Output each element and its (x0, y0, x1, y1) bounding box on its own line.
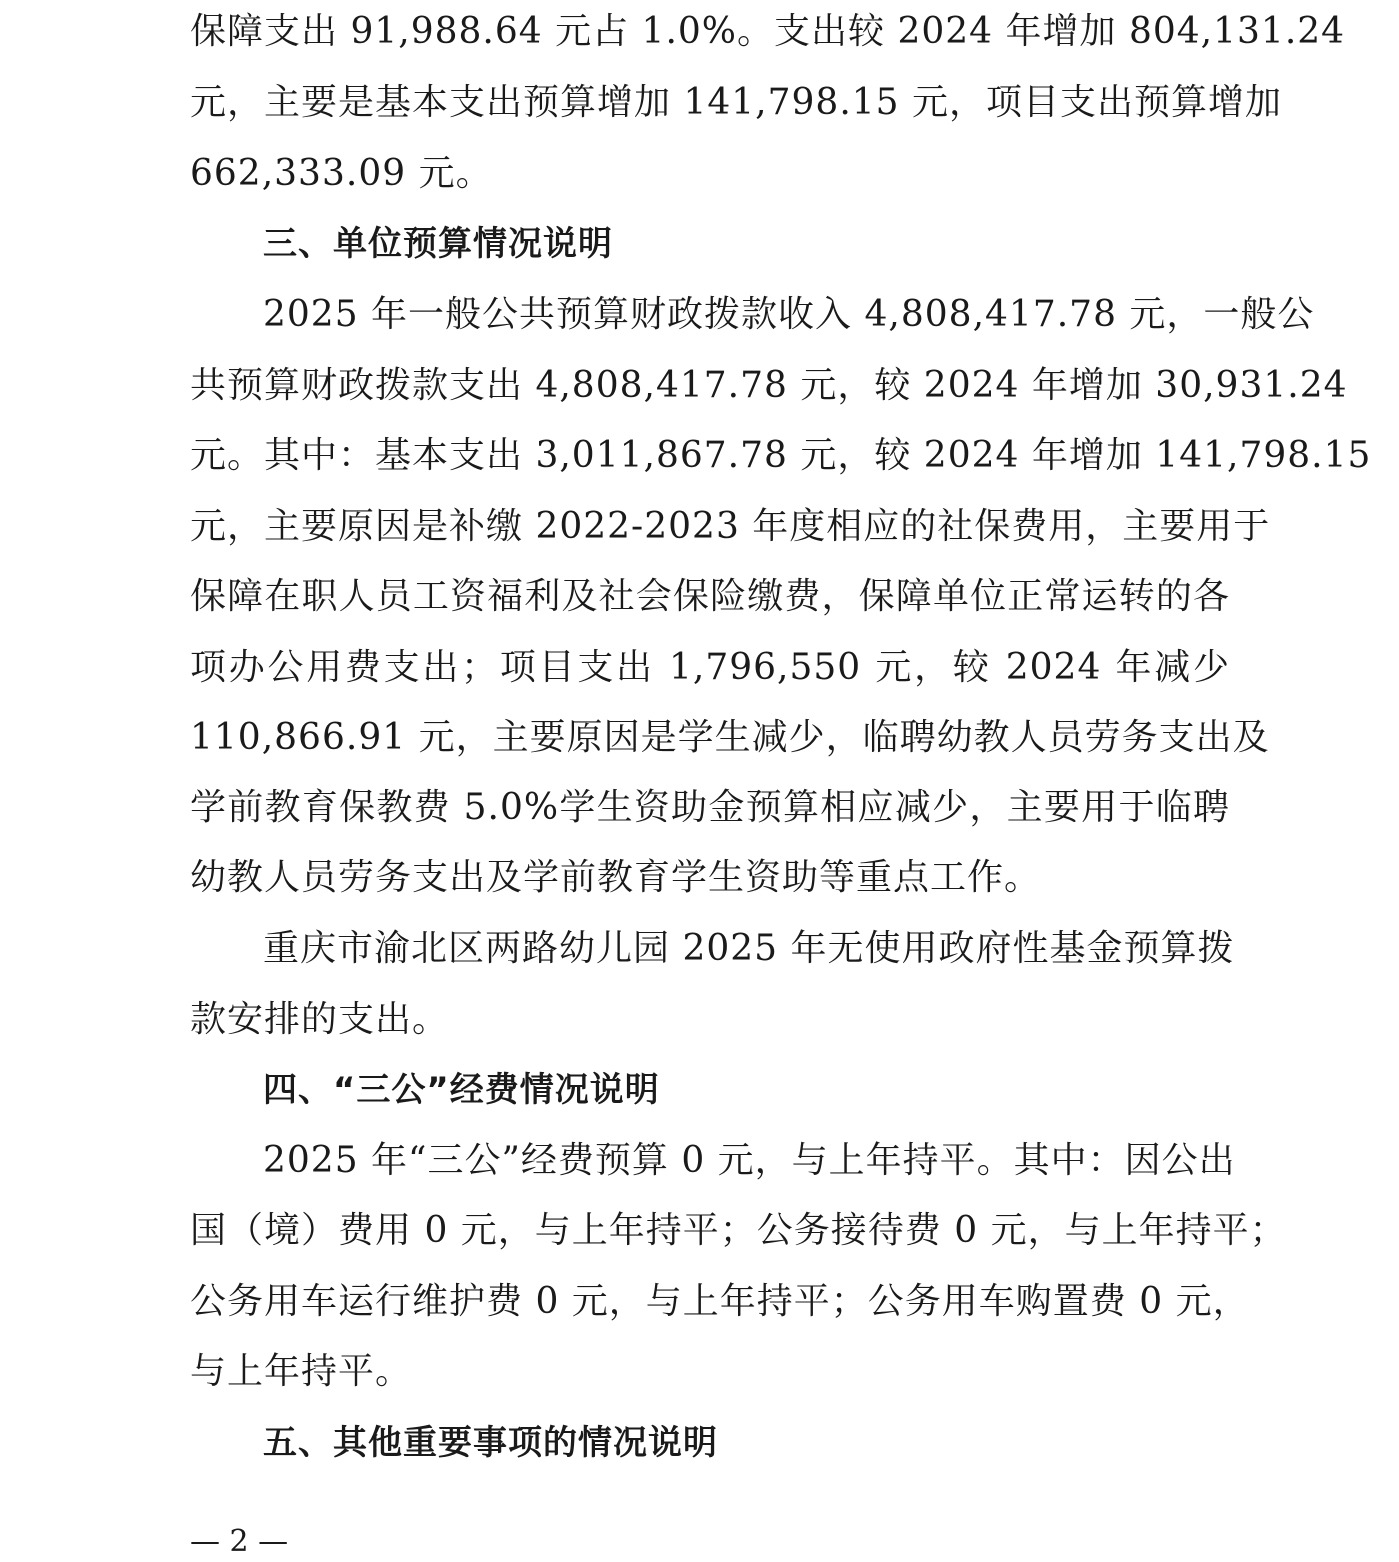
page-number: — 2 — (190, 1524, 289, 1559)
paragraph-line: 国（境）费用 0 元，与上年持平；公务接待费 0 元，与上年持平； (190, 1210, 1287, 1251)
paragraph-line: 项办公用费支出；项目支出 1,796,550 元，较 2024 年减少 (190, 647, 1230, 688)
paragraph-line: 2025 年一般公共预算财政拨款收入 4,808,417.78 元，一般公 (263, 294, 1315, 335)
section-heading-3: 三、单位预算情况说明 (263, 224, 613, 264)
paragraph-line: 元。其中：基本支出 3,011,867.78 元，较 2024 年增加 141,798.15 (190, 435, 1372, 476)
paragraph-line: 与上年持平。 (190, 1351, 413, 1392)
paragraph-line: 保障在职人员工资福利及社会保险缴费，保障单位正常运转的各 (190, 576, 1230, 617)
paragraph-line: 662,333.09 元。 (190, 153, 493, 194)
paragraph-line: 公务用车运行维护费 0 元，与上年持平；公务用车购置费 0 元， (190, 1281, 1250, 1322)
paragraph-line: 重庆市渝北区两路幼儿园 2025 年无使用政府性基金预算拨 (263, 928, 1235, 969)
section-heading-5: 五、其他重要事项的情况说明 (263, 1423, 718, 1463)
paragraph-line: 学前教育保教费 5.0%学生资助金预算相应减少，主要用于临聘 (190, 787, 1230, 828)
section-heading-4: 四、“三公”经费情况说明 (263, 1070, 660, 1110)
paragraph-line: 保障支出 91,988.64 元占 1.0%。支出较 2024 年增加 804,131.24 (190, 11, 1346, 52)
paragraph-line: 元，主要原因是补缴 2022-2023 年度相应的社保费用，主要用于 (190, 506, 1271, 547)
paragraph-line: 款安排的支出。 (190, 999, 450, 1040)
paragraph-line: 2025 年“三公”经费预算 0 元，与上年持平。其中：因公出 (263, 1140, 1236, 1181)
paragraph-line: 110,866.91 元，主要原因是学生减少，临聘幼教人员劳务支出及 (190, 717, 1270, 758)
paragraph-line: 共预算财政拨款支出 4,808,417.78 元，较 2024 年增加 30,931.24 (190, 365, 1348, 406)
paragraph-line: 幼教人员劳务支出及学前教育学生资助等重点工作。 (190, 857, 1042, 898)
paragraph-line: 元，主要是基本支出预算增加 141,798.15 元，项目支出预算增加 (190, 82, 1283, 123)
